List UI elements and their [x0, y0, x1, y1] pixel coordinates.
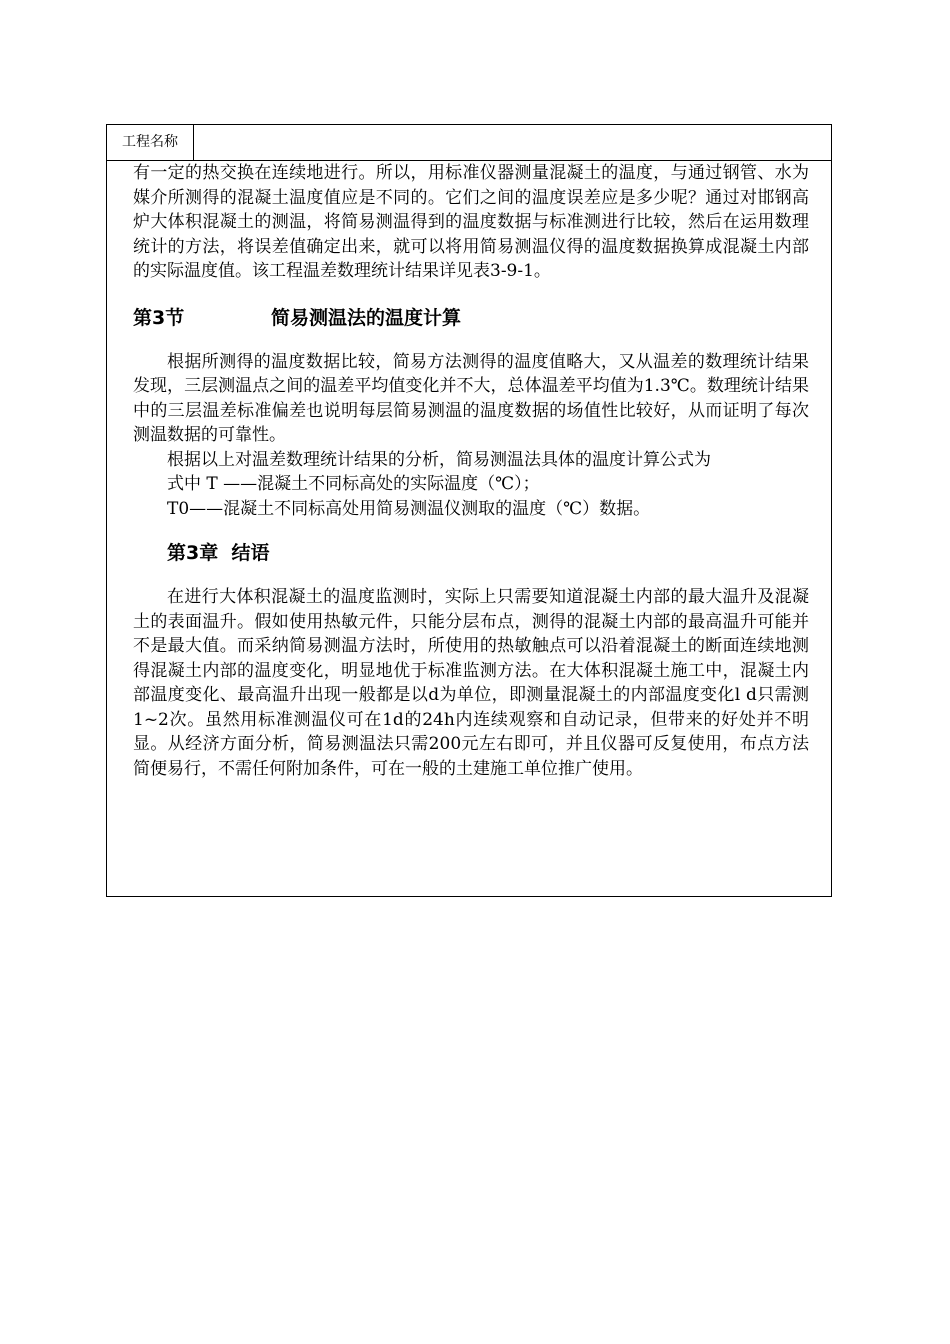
project-name-value [194, 125, 831, 160]
document-frame [106, 124, 832, 897]
formula-legend-t: 式中 T ——混凝土不同标高处的实际温度（℃）； [167, 474, 540, 494]
document-body [133, 161, 809, 781]
section-paragraph-2: 根据以上对温差数理统计结果的分析，简易测温法具体的温度计算公式为 [167, 449, 711, 470]
section-number: 第3节 [133, 306, 185, 329]
section-heading [133, 304, 809, 332]
intro-paragraph: 有一定的热交换在连续地进行。所以，用标准仪器测量混凝土的温度，与通过钢管、水为媒介所测得的混凝土温度值应是不同的。它们之间的温度误差应是多少呢？通过对邯钢高炉大体积混凝土的测温，将简易测温得到的温度数据与标准测进行比较，然后在运用数理统计的方法，将误差值确定出来，就可以将用简易测温仪得的温度数据换算成混凝土内部的实际温度值。该工程温差数理统计结果详见表3-9-1。 [133, 163, 809, 281]
formula-legend-t0: T0——混凝土不同标高处用简易测温仪测取的温度（℃）数据。 [167, 498, 651, 519]
conclusion-paragraph: 在进行大体积混凝土的温度监测时，实际上只需要知道混凝土内部的最大温升及混凝土的表面温升。假如使用热敏元件，只能分层布点，测得的混凝土内部的最高温升可能并不是最大值。而采纳简易测温方法时，所使用的热敏触点可以沿着混凝土的断面连续地测得混凝土内部的温度变化，明显地优于标准监测方法。在大体积混凝土施工中，混凝土内部温度变化、最高温升出现一般都是以d为单位，即测量混凝土的内部温度变化l d只需测1~2次。虽然用标准测温仪可在1d的24h内连续观察和自动记录，但带来的好处并不明显。从经济方面分析，简易测温法只需200元左右即可，并且仪器可反复使用，布点方法简便易行，不需任何附加条件，可在一般的土建施工单位推广使用。 [133, 587, 809, 779]
chapter-title: 结语 [231, 542, 270, 564]
section-paragraph-1: 根据所测得的温度数据比较，简易方法测得的温度值略大，又从温差的数理统计结果发现，三层测温点之间的温差平均值变化并不大，总体温差平均值为1.3℃。数理统计结果中的三层温差标准偏差也说明每层简易测温的温度数据的场值性比较好，从而证明了每次测温数据的可靠性。 [133, 351, 809, 445]
project-name-label: 工程名称 [107, 125, 194, 160]
header-row [107, 125, 831, 161]
chapter-number: 第3章 [167, 542, 219, 564]
chapter-heading [133, 539, 809, 567]
section-title: 简易测温法的温度计算 [271, 306, 462, 329]
